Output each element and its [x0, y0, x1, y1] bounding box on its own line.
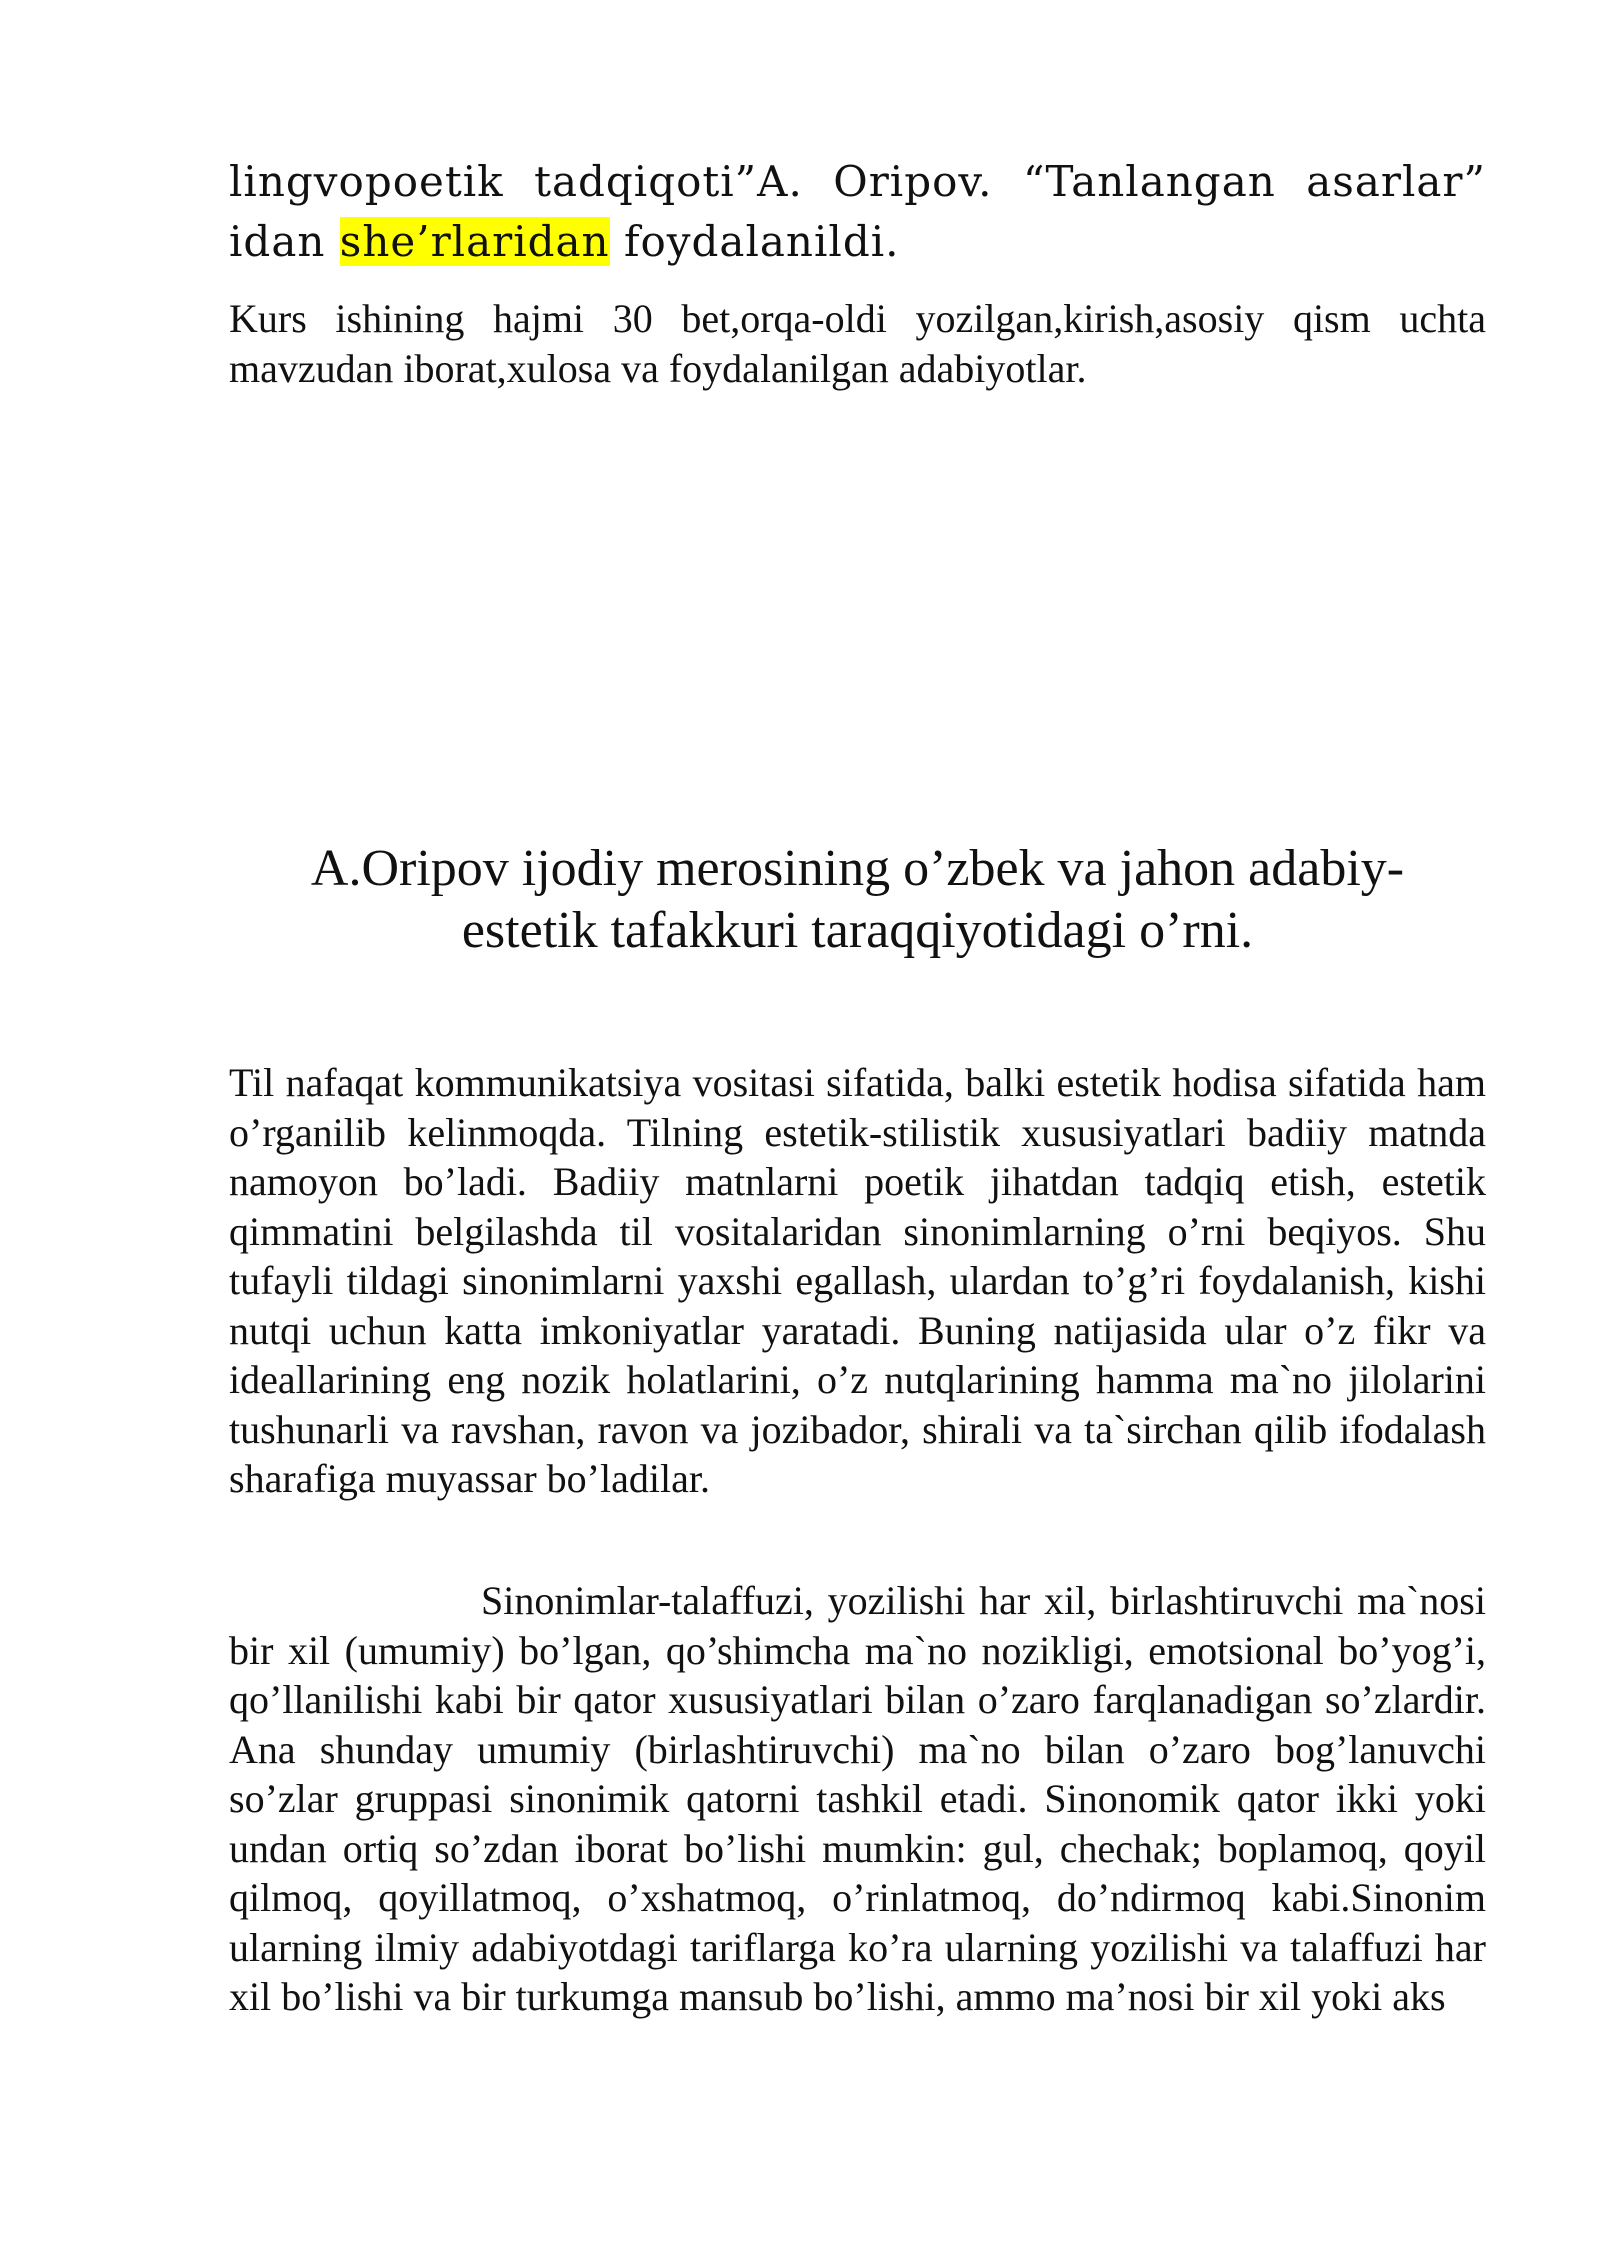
intro-paragraph	[229, 152, 1486, 272]
highlighted-word: she’rlaridan	[339, 217, 610, 266]
chapter-title-line-2: estetik tafakkuri taraqqiyotidagi o’rni.	[461, 902, 1254, 959]
intro-text-before: lingvopoetik tadqiqoti”A. Oripov. “Tanlangan asarlar” idan	[229, 157, 1486, 266]
body-paragraph-1: Til nafaqat kommunikatsiya vositasi sifatida, balki estetik hodisa sifatida ham o’rganilib kelinmoqda. Tilning estetik-stilistik xususiyatlari badiiy matnda namoyon bo’ladi. Badiiy matnlarni poetik jihatdan tadqiq etish, estetik qimmatini belgilashda til vositalaridan sinonimlarning o’rni beqiyos. Shu tufayli tildagi sinonimlarni yaxshi egallash, ulardan to’g’ri foydalanish, kishi nutqi uchun katta imkoniyatlar yaratadi. Buning natijasida ular o’z fikr va ideallarining eng nozik holatlarini, o’z nutqlarining hamma ma`no jilolarini tushunarli va ravshan, ravon va jozibador, shirali va ta`sirchan qilib ifodalash sharafiga muyassar bo’ladilar.	[229, 1060, 1486, 1501]
chapter-title-line-1: A.Oripov ijodiy merosining o’zbek va jahon adabiy-	[310, 840, 1405, 897]
chapter-title	[229, 838, 1486, 962]
scope-paragraph: Kurs ishining hajmi 30 bet,orqa-oldi yozilgan,kirish,asosiy qism uchta mavzudan iborat,xulosa va foydalanilgan adabiyotlar.	[229, 296, 1486, 391]
intro-text-after: foydalanildi.	[609, 217, 900, 266]
body-paragraph-2: Sinonimlar-talaffuzi, yozilishi har xil, birlashtiruvchi ma`nosi bir xil (umumiy) bo’lgan, qo’shimcha ma`no nozikligi, emotsional bo’yog’i, qo’llanilishi kabi bir qator xususiyatlari bilan o’zaro farqlanadigan so’zlardir. Ana shunday umumiy (birlashtiruvchi) ma`no bilan o’zaro bog’lanuvchi so’zlar gruppasi sinonimik qatorni tashkil etadi. Sinonomik qator ikki yoki undan ortiq so’zdan iborat bo’lishi mumkin: gul, chechak; boplamoq, qoyil qilmoq, qoyillatmoq, o’xshatmoq, o’rinlatmoq, do’ndirmoq kabi.Sinonim ularning ilmiy adabiyotdagi tariflarga ko’ra ularning yozilishi va talaffuzi har xil bo’lishi va bir turkumga mansub bo’lishi, ammo ma’nosi bir xil yoki aks	[229, 1578, 1486, 2019]
